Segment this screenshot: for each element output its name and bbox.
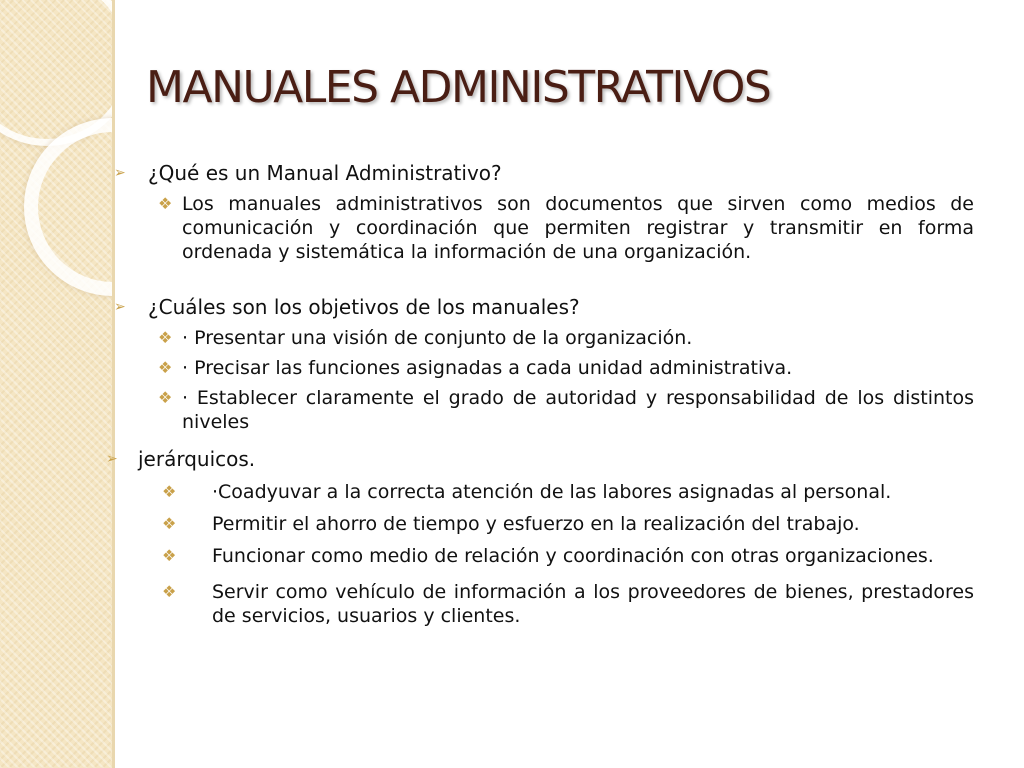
question-what-is <box>104 160 974 186</box>
arrow-bullet-icon: ➢ <box>114 299 126 315</box>
diamond-bullet-icon: ❖ <box>158 358 173 377</box>
question-objectives <box>104 294 974 320</box>
question-text: ¿Cuáles son los objetivos de los manuales? <box>148 295 580 319</box>
question-hierarchical <box>104 446 974 472</box>
list-item <box>104 356 974 380</box>
diamond-bullet-icon: ❖ <box>162 546 177 565</box>
diamond-bullet-icon: ❖ <box>162 482 177 501</box>
list-item-text: ·Coadyuvar a la correcta atención de las labores asignadas al personal. <box>212 481 892 503</box>
list-item-text: · Presentar una visión de conjunto de la organización. <box>182 327 693 349</box>
list-item <box>104 544 974 568</box>
list-item-text: · Establecer claramente el grado de autoridad y responsabilidad de los distintos niveles <box>182 387 974 433</box>
diamond-bullet-icon: ❖ <box>158 388 173 407</box>
slide-title: MANUALES ADMINISTRATIVOS <box>146 62 771 113</box>
arrow-bullet-icon: ➢ <box>114 165 126 181</box>
list-item-text: · Precisar las funciones asignadas a cada unidad administrativa. <box>182 357 793 379</box>
list-item-text: Funcionar como medio de relación y coordinación con otras organizaciones. <box>212 545 934 567</box>
question-text: jerárquicos. <box>138 447 256 471</box>
list-item <box>104 580 974 628</box>
arrow-bullet-icon: ➢ <box>106 451 118 467</box>
list-item-text: Permitir el ahorro de tiempo y esfuerzo en la realización del trabajo. <box>212 513 860 535</box>
diamond-bullet-icon: ❖ <box>158 194 173 213</box>
decorative-sidebar <box>0 0 112 768</box>
list-item <box>104 192 974 264</box>
list-item-text: Los manuales administrativos son documentos que sirven como medios de comunicación y coordinación que permiten registrar y transmitir en forma ordenada y sistemática la información de una organización. <box>182 193 974 263</box>
list-item <box>104 512 974 536</box>
list-item <box>104 480 974 504</box>
diamond-bullet-icon: ❖ <box>158 328 173 347</box>
list-item <box>104 326 974 350</box>
diamond-bullet-icon: ❖ <box>162 514 177 533</box>
list-item <box>104 386 974 434</box>
question-text: ¿Qué es un Manual Administrativo? <box>148 161 502 185</box>
list-item-text: Servir como vehículo de información a los proveedores de bienes, prestadores de servicios, usuarios y clientes. <box>212 581 974 627</box>
diamond-bullet-icon: ❖ <box>162 582 177 601</box>
slide-body <box>104 160 974 628</box>
